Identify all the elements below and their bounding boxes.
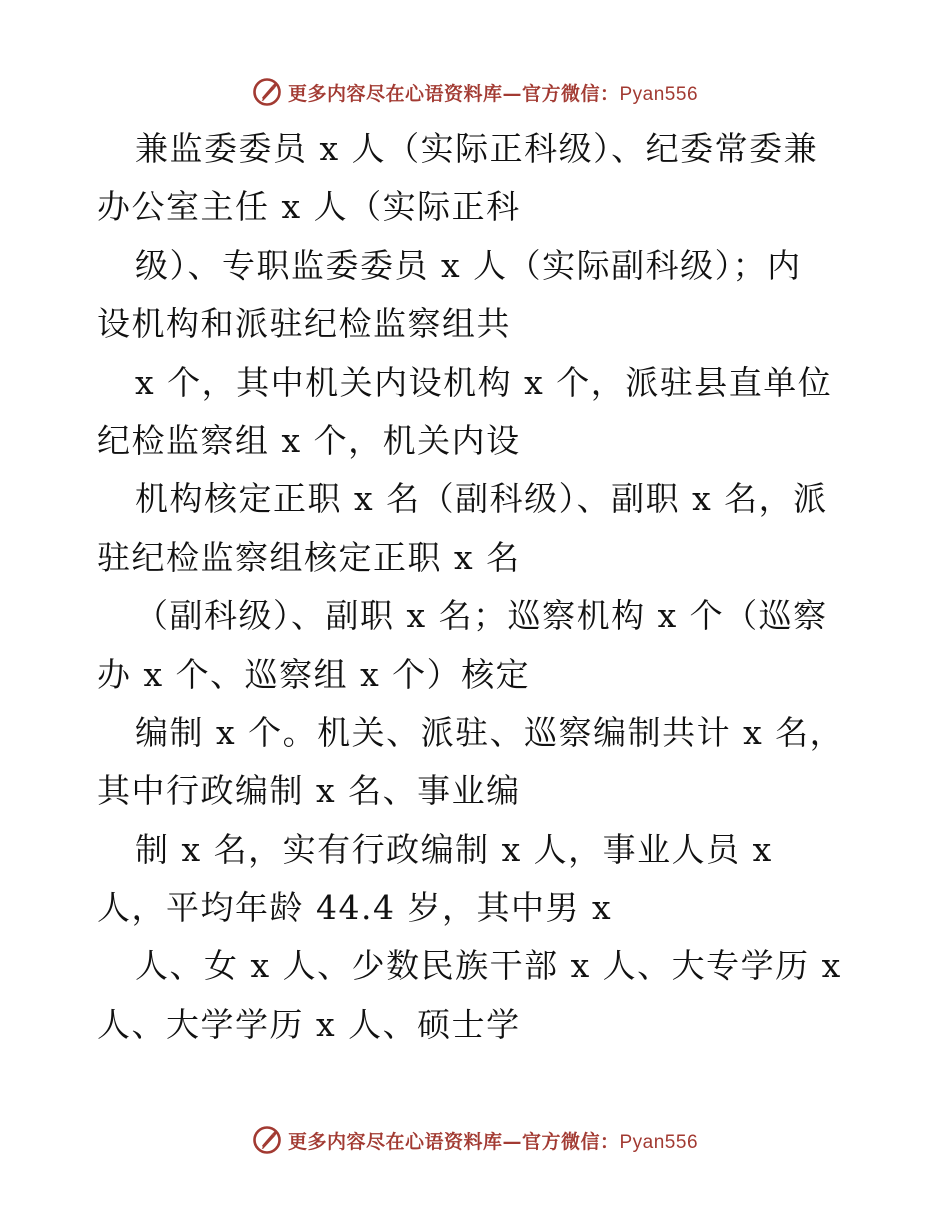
watermark-handle: Pyan556 [619, 83, 699, 105]
body-line: 人、大学学历 x 人、硕士学 [97, 1004, 521, 1044]
body-line: 兼监委委员 x 人（实际正科级）、纪委常委兼 [135, 129, 819, 168]
header-watermark [0, 72, 950, 112]
body-line: 其中行政编制 x 名、事业编 [97, 771, 521, 811]
body-line: 制 x 名，实有行政编制 x 人，事业人员 x [135, 829, 773, 869]
body-line: （副科级）、副职 x 名；巡察机构 x 个（巡察 [135, 596, 828, 636]
quill-pen-circle-icon [252, 77, 282, 107]
body-line: 机构核定正职 x 名（副科级）、副职 x 名，派 [135, 479, 828, 519]
body-line: 驻纪检监察组核定正职 x 名 [97, 537, 521, 577]
body-line: 办 x 个、巡察组 x 个）核定 [97, 654, 531, 694]
body-line: x 个，其中机关内设机构 x 个，派驻县直单位 [135, 362, 833, 402]
quill-pen-circle-icon [252, 1125, 282, 1155]
watermark-text: 更多内容尽在心语资料库—官方微信：Pyan556 [287, 1130, 699, 1153]
body-line: 办公室主任 x 人（实际正科 [97, 187, 521, 227]
watermark-text: 更多内容尽在心语资料库—官方微信：Pyan556 [287, 82, 699, 105]
footer-watermark [0, 1120, 950, 1160]
body-line: 设机构和派驻纪检监察组共 [97, 304, 511, 344]
body-line: 纪检监察组 x 个，机关内设 [97, 420, 521, 460]
body-line: 人、女 x 人、少数民族干部 x 人、大专学历 x [135, 946, 842, 986]
watermark-handle: Pyan556 [619, 1131, 699, 1153]
document-body [97, 120, 897, 1054]
body-line: 编制 x 个。机关、派驻、巡察编制共计 x 名， [135, 712, 845, 752]
body-line: 级）、专职监委委员 x 人（实际副科级）；内 [135, 245, 802, 285]
body-line: 人，平均年龄 44.4 岁，其中男 x [97, 888, 613, 928]
